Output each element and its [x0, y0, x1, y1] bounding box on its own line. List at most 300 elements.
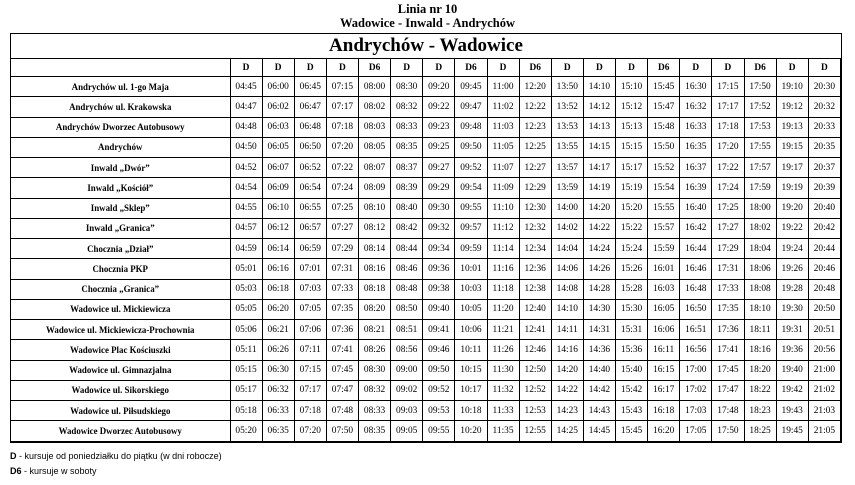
departure-time: 09:27: [423, 158, 455, 178]
departure-time: 08:32: [359, 380, 391, 400]
departure-time: 12:23: [519, 117, 551, 137]
departure-time: 15:45: [616, 421, 648, 441]
departure-time: 14:12: [583, 97, 615, 117]
departure-time: 17:48: [712, 401, 744, 421]
departure-time: 20:51: [808, 320, 840, 340]
departure-time: 19:31: [776, 320, 808, 340]
departure-time: 18:23: [744, 401, 776, 421]
departure-time: 10:06: [455, 320, 487, 340]
departure-time: 19:28: [776, 279, 808, 299]
departure-time: 16:48: [680, 279, 712, 299]
departure-time: 16:42: [680, 218, 712, 238]
departure-time: 08:42: [391, 218, 423, 238]
departure-time: 06:54: [294, 178, 326, 198]
table-row: [11, 401, 841, 421]
departure-time: 09:05: [391, 421, 423, 441]
departure-time: 11:20: [487, 299, 519, 319]
departure-time: 06:18: [262, 279, 294, 299]
departure-time: 19:45: [776, 421, 808, 441]
departure-time: 13:55: [551, 137, 583, 157]
stop-name: Andrychów ul. Krakowska: [11, 97, 230, 117]
departure-time: 14:36: [583, 340, 615, 360]
departure-time: 07:33: [326, 279, 358, 299]
table-row: [11, 218, 841, 238]
departure-time: 17:36: [712, 320, 744, 340]
day-type-header: D: [423, 59, 455, 77]
departure-time: 17:05: [680, 421, 712, 441]
stop-name: Wadowice ul. Mickiewicza: [11, 299, 230, 319]
departure-time: 20:39: [808, 178, 840, 198]
departure-time: 07:05: [294, 299, 326, 319]
departure-time: 17:35: [712, 299, 744, 319]
departure-time: 16:33: [680, 117, 712, 137]
departure-time: 20:35: [808, 137, 840, 157]
departure-time: 15:19: [616, 178, 648, 198]
departure-time: 04:50: [230, 137, 262, 157]
departure-time: 17:45: [712, 360, 744, 380]
departure-time: 14:43: [583, 401, 615, 421]
legend: [10, 449, 222, 479]
stop-name: Andrychów: [11, 137, 230, 157]
departure-time: 06:52: [294, 158, 326, 178]
departure-time: 14:24: [583, 239, 615, 259]
departure-time: 08:48: [391, 279, 423, 299]
timetable-table: [11, 58, 841, 442]
departure-time: 09:47: [455, 97, 487, 117]
departure-time: 06:03: [262, 117, 294, 137]
departure-time: 12:52: [519, 380, 551, 400]
departure-time: 14:28: [583, 279, 615, 299]
departure-time: 08:46: [391, 259, 423, 279]
departure-time: 09:50: [423, 360, 455, 380]
departure-time: 12:29: [519, 178, 551, 198]
departure-time: 09:55: [423, 421, 455, 441]
departure-time: 19:10: [776, 77, 808, 97]
departure-time: 19:15: [776, 137, 808, 157]
departure-time: 04:54: [230, 178, 262, 198]
departure-time: 14:00: [551, 198, 583, 218]
departure-time: 06:30: [262, 360, 294, 380]
departure-time: 15:40: [616, 360, 648, 380]
departure-time: 16:39: [680, 178, 712, 198]
departure-time: 05:06: [230, 320, 262, 340]
departure-time: 08:44: [391, 239, 423, 259]
departure-time: 11:05: [487, 137, 519, 157]
departure-time: 06:45: [294, 77, 326, 97]
column-header-row: [11, 59, 841, 77]
departure-time: 16:05: [648, 299, 680, 319]
departure-time: 09:03: [391, 401, 423, 421]
departure-time: 16:35: [680, 137, 712, 157]
departure-time: 06:33: [262, 401, 294, 421]
departure-time: 17:03: [680, 401, 712, 421]
departure-time: 07:48: [326, 401, 358, 421]
departure-time: 08:37: [391, 158, 423, 178]
departure-time: 09:46: [423, 340, 455, 360]
departure-time: 06:48: [294, 117, 326, 137]
departure-time: 15:15: [616, 137, 648, 157]
departure-time: 15:36: [616, 340, 648, 360]
departure-time: 18:06: [744, 259, 776, 279]
departure-time: 18:22: [744, 380, 776, 400]
stop-column-header: [11, 59, 230, 77]
departure-time: 21:00: [808, 360, 840, 380]
departure-time: 17:33: [712, 279, 744, 299]
departure-time: 12:36: [519, 259, 551, 279]
departure-time: 16:18: [648, 401, 680, 421]
table-row: [11, 259, 841, 279]
departure-time: 14:45: [583, 421, 615, 441]
departure-time: 07:24: [326, 178, 358, 198]
departure-time: 19:43: [776, 401, 808, 421]
line-number: Linia nr 10: [397, 2, 458, 16]
departure-time: 06:12: [262, 218, 294, 238]
table-row: [11, 239, 841, 259]
departure-time: 17:20: [712, 137, 744, 157]
departure-time: 15:48: [648, 117, 680, 137]
departure-time: 10:15: [455, 360, 487, 380]
departure-time: 14:25: [551, 421, 583, 441]
departure-time: 09:48: [455, 117, 487, 137]
table-row: [11, 158, 841, 178]
departure-time: 17:15: [712, 77, 744, 97]
departure-time: 12:38: [519, 279, 551, 299]
departure-time: 17:53: [744, 117, 776, 137]
day-type-header: D6: [648, 59, 680, 77]
departure-time: 06:16: [262, 259, 294, 279]
legend-code: D: [10, 451, 17, 461]
departure-time: 17:59: [744, 178, 776, 198]
departure-time: 08:35: [359, 421, 391, 441]
day-type-header: D6: [455, 59, 487, 77]
departure-time: 17:00: [680, 360, 712, 380]
departure-time: 09:41: [423, 320, 455, 340]
departure-time: 14:06: [551, 259, 583, 279]
departure-time: 08:39: [391, 178, 423, 198]
departure-time: 07:18: [294, 401, 326, 421]
departure-time: 09:54: [455, 178, 487, 198]
departure-time: 08:00: [359, 77, 391, 97]
departure-time: 17:24: [712, 178, 744, 198]
departure-time: 17:47: [712, 380, 744, 400]
departure-time: 05:15: [230, 360, 262, 380]
departure-time: 12:22: [519, 97, 551, 117]
departure-time: 17:31: [712, 259, 744, 279]
departure-time: 20:33: [808, 117, 840, 137]
departure-time: 18:16: [744, 340, 776, 360]
departure-time: 08:26: [359, 340, 391, 360]
table-row: [11, 97, 841, 117]
route-name: Wadowice - Inwald - Andrychów: [339, 16, 516, 30]
departure-time: 14:08: [551, 279, 583, 299]
departure-time: 12:27: [519, 158, 551, 178]
departure-time: 16:15: [648, 360, 680, 380]
departure-time: 06:50: [294, 137, 326, 157]
day-type-header: D: [583, 59, 615, 77]
stop-name: Inwald „Sklep”: [11, 198, 230, 218]
departure-time: 11:32: [487, 380, 519, 400]
departure-time: 20:42: [808, 218, 840, 238]
departure-time: 06:07: [262, 158, 294, 178]
departure-time: 19:19: [776, 178, 808, 198]
departure-time: 15:12: [616, 97, 648, 117]
departure-time: 07:47: [326, 380, 358, 400]
departure-time: 07:06: [294, 320, 326, 340]
departure-time: 08:05: [359, 137, 391, 157]
departure-time: 08:50: [391, 299, 423, 319]
table-row: [11, 137, 841, 157]
departure-time: 07:15: [294, 360, 326, 380]
departure-time: 18:08: [744, 279, 776, 299]
departure-time: 15:47: [648, 97, 680, 117]
departure-time: 14:30: [583, 299, 615, 319]
departure-time: 15:57: [648, 218, 680, 238]
departure-time: 12:34: [519, 239, 551, 259]
legend-text: - kursuje w soboty: [21, 466, 97, 476]
departure-time: 05:11: [230, 340, 262, 360]
departure-time: 12:41: [519, 320, 551, 340]
stop-name: Wadowice ul. Piłsudskiego: [11, 401, 230, 421]
departure-time: 04:59: [230, 239, 262, 259]
departure-time: 19:13: [776, 117, 808, 137]
departure-time: 14:42: [583, 380, 615, 400]
departure-time: 07:22: [326, 158, 358, 178]
departure-time: 08:14: [359, 239, 391, 259]
departure-time: 15:52: [648, 158, 680, 178]
departure-time: 14:31: [583, 320, 615, 340]
table-row: [11, 178, 841, 198]
departure-time: 07:27: [326, 218, 358, 238]
departure-time: 08:02: [359, 97, 391, 117]
departure-time: 07:25: [326, 198, 358, 218]
departure-time: 16:03: [648, 279, 680, 299]
table-row: [11, 77, 841, 97]
table-row: [11, 299, 841, 319]
departure-time: 08:40: [391, 198, 423, 218]
departure-time: 14:22: [583, 218, 615, 238]
departure-time: 14:17: [583, 158, 615, 178]
stop-name: Wadowice Plac Kościuszki: [11, 340, 230, 360]
departure-time: 17:41: [712, 340, 744, 360]
departure-time: 14:04: [551, 239, 583, 259]
departure-time: 16:50: [680, 299, 712, 319]
departure-time: 09:52: [423, 380, 455, 400]
departure-time: 17:55: [744, 137, 776, 157]
departure-time: 16:44: [680, 239, 712, 259]
stop-name: Inwald „Kościół”: [11, 178, 230, 198]
departure-time: 06:59: [294, 239, 326, 259]
departure-time: 04:48: [230, 117, 262, 137]
departure-time: 07:29: [326, 239, 358, 259]
departure-time: 17:17: [712, 97, 744, 117]
departure-time: 10:11: [455, 340, 487, 360]
departure-time: 12:30: [519, 198, 551, 218]
departure-time: 14:20: [583, 198, 615, 218]
day-type-header: D: [680, 59, 712, 77]
departure-time: 20:48: [808, 279, 840, 299]
departure-time: 09:02: [391, 380, 423, 400]
departure-time: 09:22: [423, 97, 455, 117]
departure-time: 09:32: [423, 218, 455, 238]
departure-time: 09:29: [423, 178, 455, 198]
departure-time: 09:53: [423, 401, 455, 421]
departure-time: 18:25: [744, 421, 776, 441]
departure-time: 15:59: [648, 239, 680, 259]
timetable-header: [0, 0, 855, 30]
departure-time: 08:16: [359, 259, 391, 279]
departure-time: 12:32: [519, 218, 551, 238]
departure-time: 16:37: [680, 158, 712, 178]
departure-time: 17:25: [712, 198, 744, 218]
day-type-header: D6: [359, 59, 391, 77]
departure-time: 19:26: [776, 259, 808, 279]
departure-time: 06:14: [262, 239, 294, 259]
departure-time: 20:40: [808, 198, 840, 218]
day-type-header: D: [487, 59, 519, 77]
departure-time: 08:32: [391, 97, 423, 117]
departure-time: 16:40: [680, 198, 712, 218]
departure-time: 06:26: [262, 340, 294, 360]
table-row: [11, 198, 841, 218]
departure-time: 14:11: [551, 320, 583, 340]
departure-time: 20:32: [808, 97, 840, 117]
departure-time: 11:33: [487, 401, 519, 421]
day-type-header: D: [776, 59, 808, 77]
stop-name: Chocznia „Granica”: [11, 279, 230, 299]
table-row: [11, 421, 841, 441]
departure-time: 16:11: [648, 340, 680, 360]
departure-time: 05:03: [230, 279, 262, 299]
departure-time: 12:20: [519, 77, 551, 97]
departure-time: 20:30: [808, 77, 840, 97]
departure-time: 07:18: [326, 117, 358, 137]
departure-time: 07:31: [326, 259, 358, 279]
departure-time: 07:45: [326, 360, 358, 380]
departure-time: 10:17: [455, 380, 487, 400]
departure-time: 09:23: [423, 117, 455, 137]
departure-time: 11:16: [487, 259, 519, 279]
departure-time: 11:18: [487, 279, 519, 299]
departure-time: 18:04: [744, 239, 776, 259]
departure-time: 19:12: [776, 97, 808, 117]
departure-time: 08:30: [359, 360, 391, 380]
departure-time: 12:46: [519, 340, 551, 360]
departure-time: 20:37: [808, 158, 840, 178]
departure-time: 17:22: [712, 158, 744, 178]
departure-time: 09:38: [423, 279, 455, 299]
departure-time: 17:57: [744, 158, 776, 178]
stop-name: Andrychów ul. 1-go Maja: [11, 77, 230, 97]
departure-time: 10:18: [455, 401, 487, 421]
departure-time: 19:30: [776, 299, 808, 319]
departure-time: 14:26: [583, 259, 615, 279]
departure-time: 19:24: [776, 239, 808, 259]
legend-code: D6: [10, 466, 22, 476]
departure-time: 16:30: [680, 77, 712, 97]
departure-time: 16:20: [648, 421, 680, 441]
departure-time: 14:10: [583, 77, 615, 97]
departure-time: 14:23: [551, 401, 583, 421]
departure-time: 16:01: [648, 259, 680, 279]
departure-time: 12:53: [519, 401, 551, 421]
timetable-frame: [10, 33, 842, 443]
departure-time: 06:00: [262, 77, 294, 97]
departure-time: 15:24: [616, 239, 648, 259]
departure-time: 16:32: [680, 97, 712, 117]
departure-time: 04:45: [230, 77, 262, 97]
departure-time: 16:06: [648, 320, 680, 340]
departure-time: 15:20: [616, 198, 648, 218]
departure-time: 08:03: [359, 117, 391, 137]
departure-time: 05:18: [230, 401, 262, 421]
day-type-header: D6: [744, 59, 776, 77]
departure-time: 09:25: [423, 137, 455, 157]
departure-time: 08:30: [391, 77, 423, 97]
departure-time: 16:56: [680, 340, 712, 360]
departure-time: 11:10: [487, 198, 519, 218]
departure-time: 13:52: [551, 97, 583, 117]
stop-name: Wadowice Dworzec Autobusowy: [11, 421, 230, 441]
departure-time: 14:10: [551, 299, 583, 319]
departure-time: 07:11: [294, 340, 326, 360]
departure-time: 08:18: [359, 279, 391, 299]
departure-time: 14:20: [551, 360, 583, 380]
departure-time: 08:21: [359, 320, 391, 340]
departure-time: 15:43: [616, 401, 648, 421]
table-row: [11, 340, 841, 360]
departure-time: 04:52: [230, 158, 262, 178]
departure-time: 05:05: [230, 299, 262, 319]
table-row: [11, 360, 841, 380]
departure-time: 06:47: [294, 97, 326, 117]
departure-time: 08:35: [391, 137, 423, 157]
departure-time: 14:22: [551, 380, 583, 400]
legend-item: [10, 449, 222, 464]
departure-time: 21:05: [808, 421, 840, 441]
departure-time: 09:52: [455, 158, 487, 178]
departure-time: 19:17: [776, 158, 808, 178]
departure-time: 09:00: [391, 360, 423, 380]
departure-time: 15:54: [648, 178, 680, 198]
stop-name: Chocznia PKP: [11, 259, 230, 279]
departure-time: 07:36: [326, 320, 358, 340]
departure-time: 11:14: [487, 239, 519, 259]
departure-time: 12:50: [519, 360, 551, 380]
departure-time: 08:56: [391, 340, 423, 360]
departure-time: 05:20: [230, 421, 262, 441]
departure-time: 06:35: [262, 421, 294, 441]
departure-time: 09:57: [455, 218, 487, 238]
departure-time: 17:27: [712, 218, 744, 238]
departure-time: 08:09: [359, 178, 391, 198]
departure-time: 08:51: [391, 320, 423, 340]
departure-time: 06:32: [262, 380, 294, 400]
departure-time: 20:56: [808, 340, 840, 360]
day-type-header: D: [262, 59, 294, 77]
departure-time: 11:09: [487, 178, 519, 198]
departure-time: 07:20: [326, 137, 358, 157]
departure-time: 06:05: [262, 137, 294, 157]
departure-time: 07:01: [294, 259, 326, 279]
departure-time: 11:35: [487, 421, 519, 441]
departure-time: 10:01: [455, 259, 487, 279]
departure-time: 19:42: [776, 380, 808, 400]
departure-time: 14:02: [551, 218, 583, 238]
table-row: [11, 320, 841, 340]
departure-time: 06:55: [294, 198, 326, 218]
departure-time: 10:05: [455, 299, 487, 319]
departure-time: 17:50: [712, 421, 744, 441]
